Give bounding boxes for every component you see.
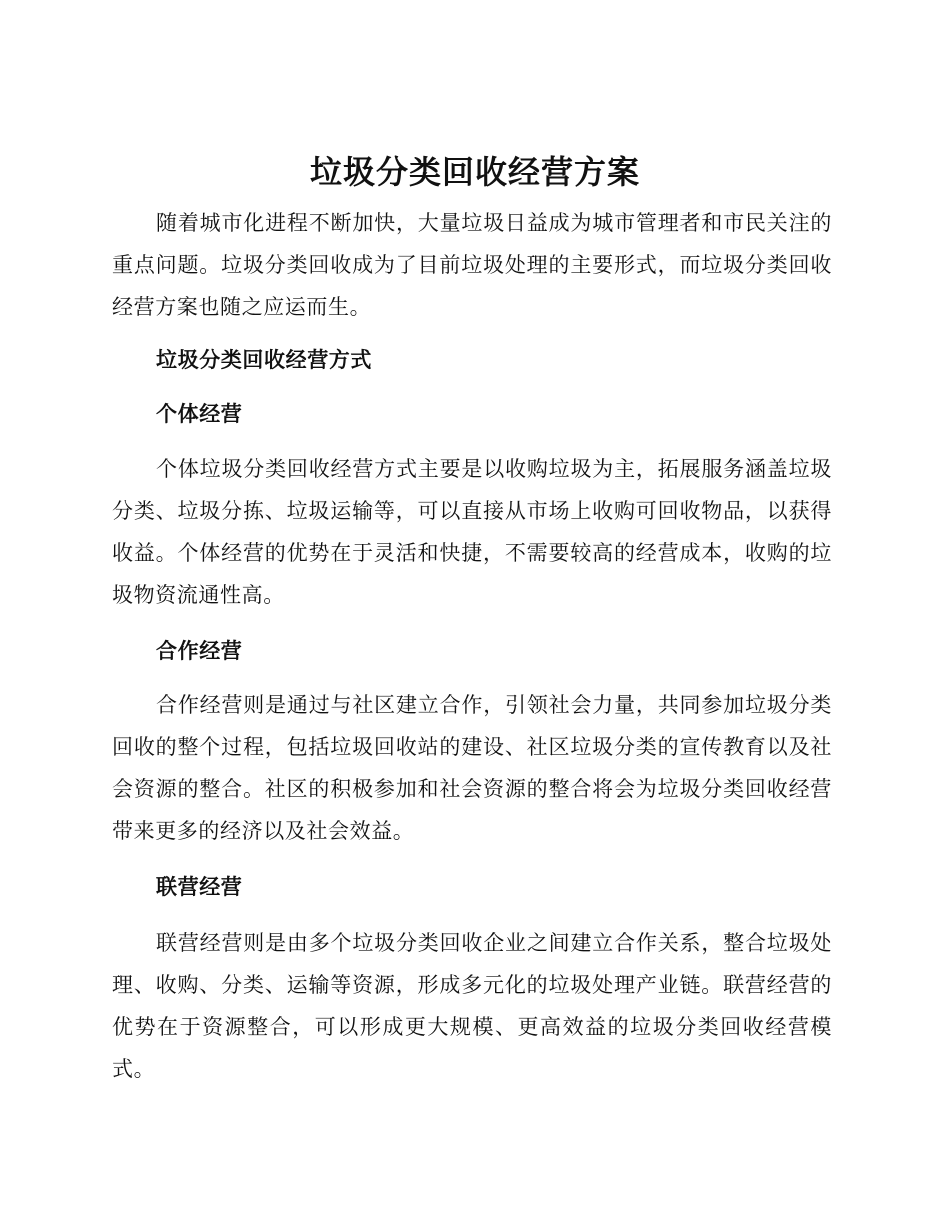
intro-paragraph: 随着城市化进程不断加快，大量垃圾日益成为城市管理者和市民关注的重点问题。垃圾分类回收成为了目前垃圾处理的主要形式，而垃圾分类回收经营方案也随之应运而生。	[112, 211, 832, 319]
individual-paragraph: 个体垃圾分类回收经营方式主要是以收购垃圾为主，拓展服务涵盖垃圾分类、垃圾分拣、垃圾运输等，可以直接从市场上收购可回收物品，以获得收益。个体经营的优势在于灵活和快捷，不需要较高的经营成本，收购的垃圾物资流通性高。	[112, 457, 832, 607]
section-heading: 垃圾分类回收经营方式	[156, 348, 372, 372]
cooperative-paragraph: 合作经营则是通过与社区建立合作，引领社会力量，共同参加垃圾分类回收的整个过程，包括垃圾回收站的建设、社区垃圾分类的宣传教育以及社会资源的整合。社区的积极参加和社会资源的整合将会为垃圾分类回收经营带来更多的经济以及社会效益。	[112, 693, 832, 843]
alliance-paragraph: 联营经营则是由多个垃圾分类回收企业之间建立合作关系，整合垃圾处理、收购、分类、运输等资源，形成多元化的垃圾处理产业链。联营经营的优势在于资源整合，可以形成更大规模、更高效益的垃圾分类回收经营模式。	[112, 931, 832, 1081]
alliance-heading: 联营经营	[156, 875, 243, 899]
cooperative-heading: 合作经营	[156, 639, 243, 663]
individual-heading: 个体经营	[156, 402, 243, 426]
document-title: 垃圾分类回收经营方案	[309, 153, 640, 191]
